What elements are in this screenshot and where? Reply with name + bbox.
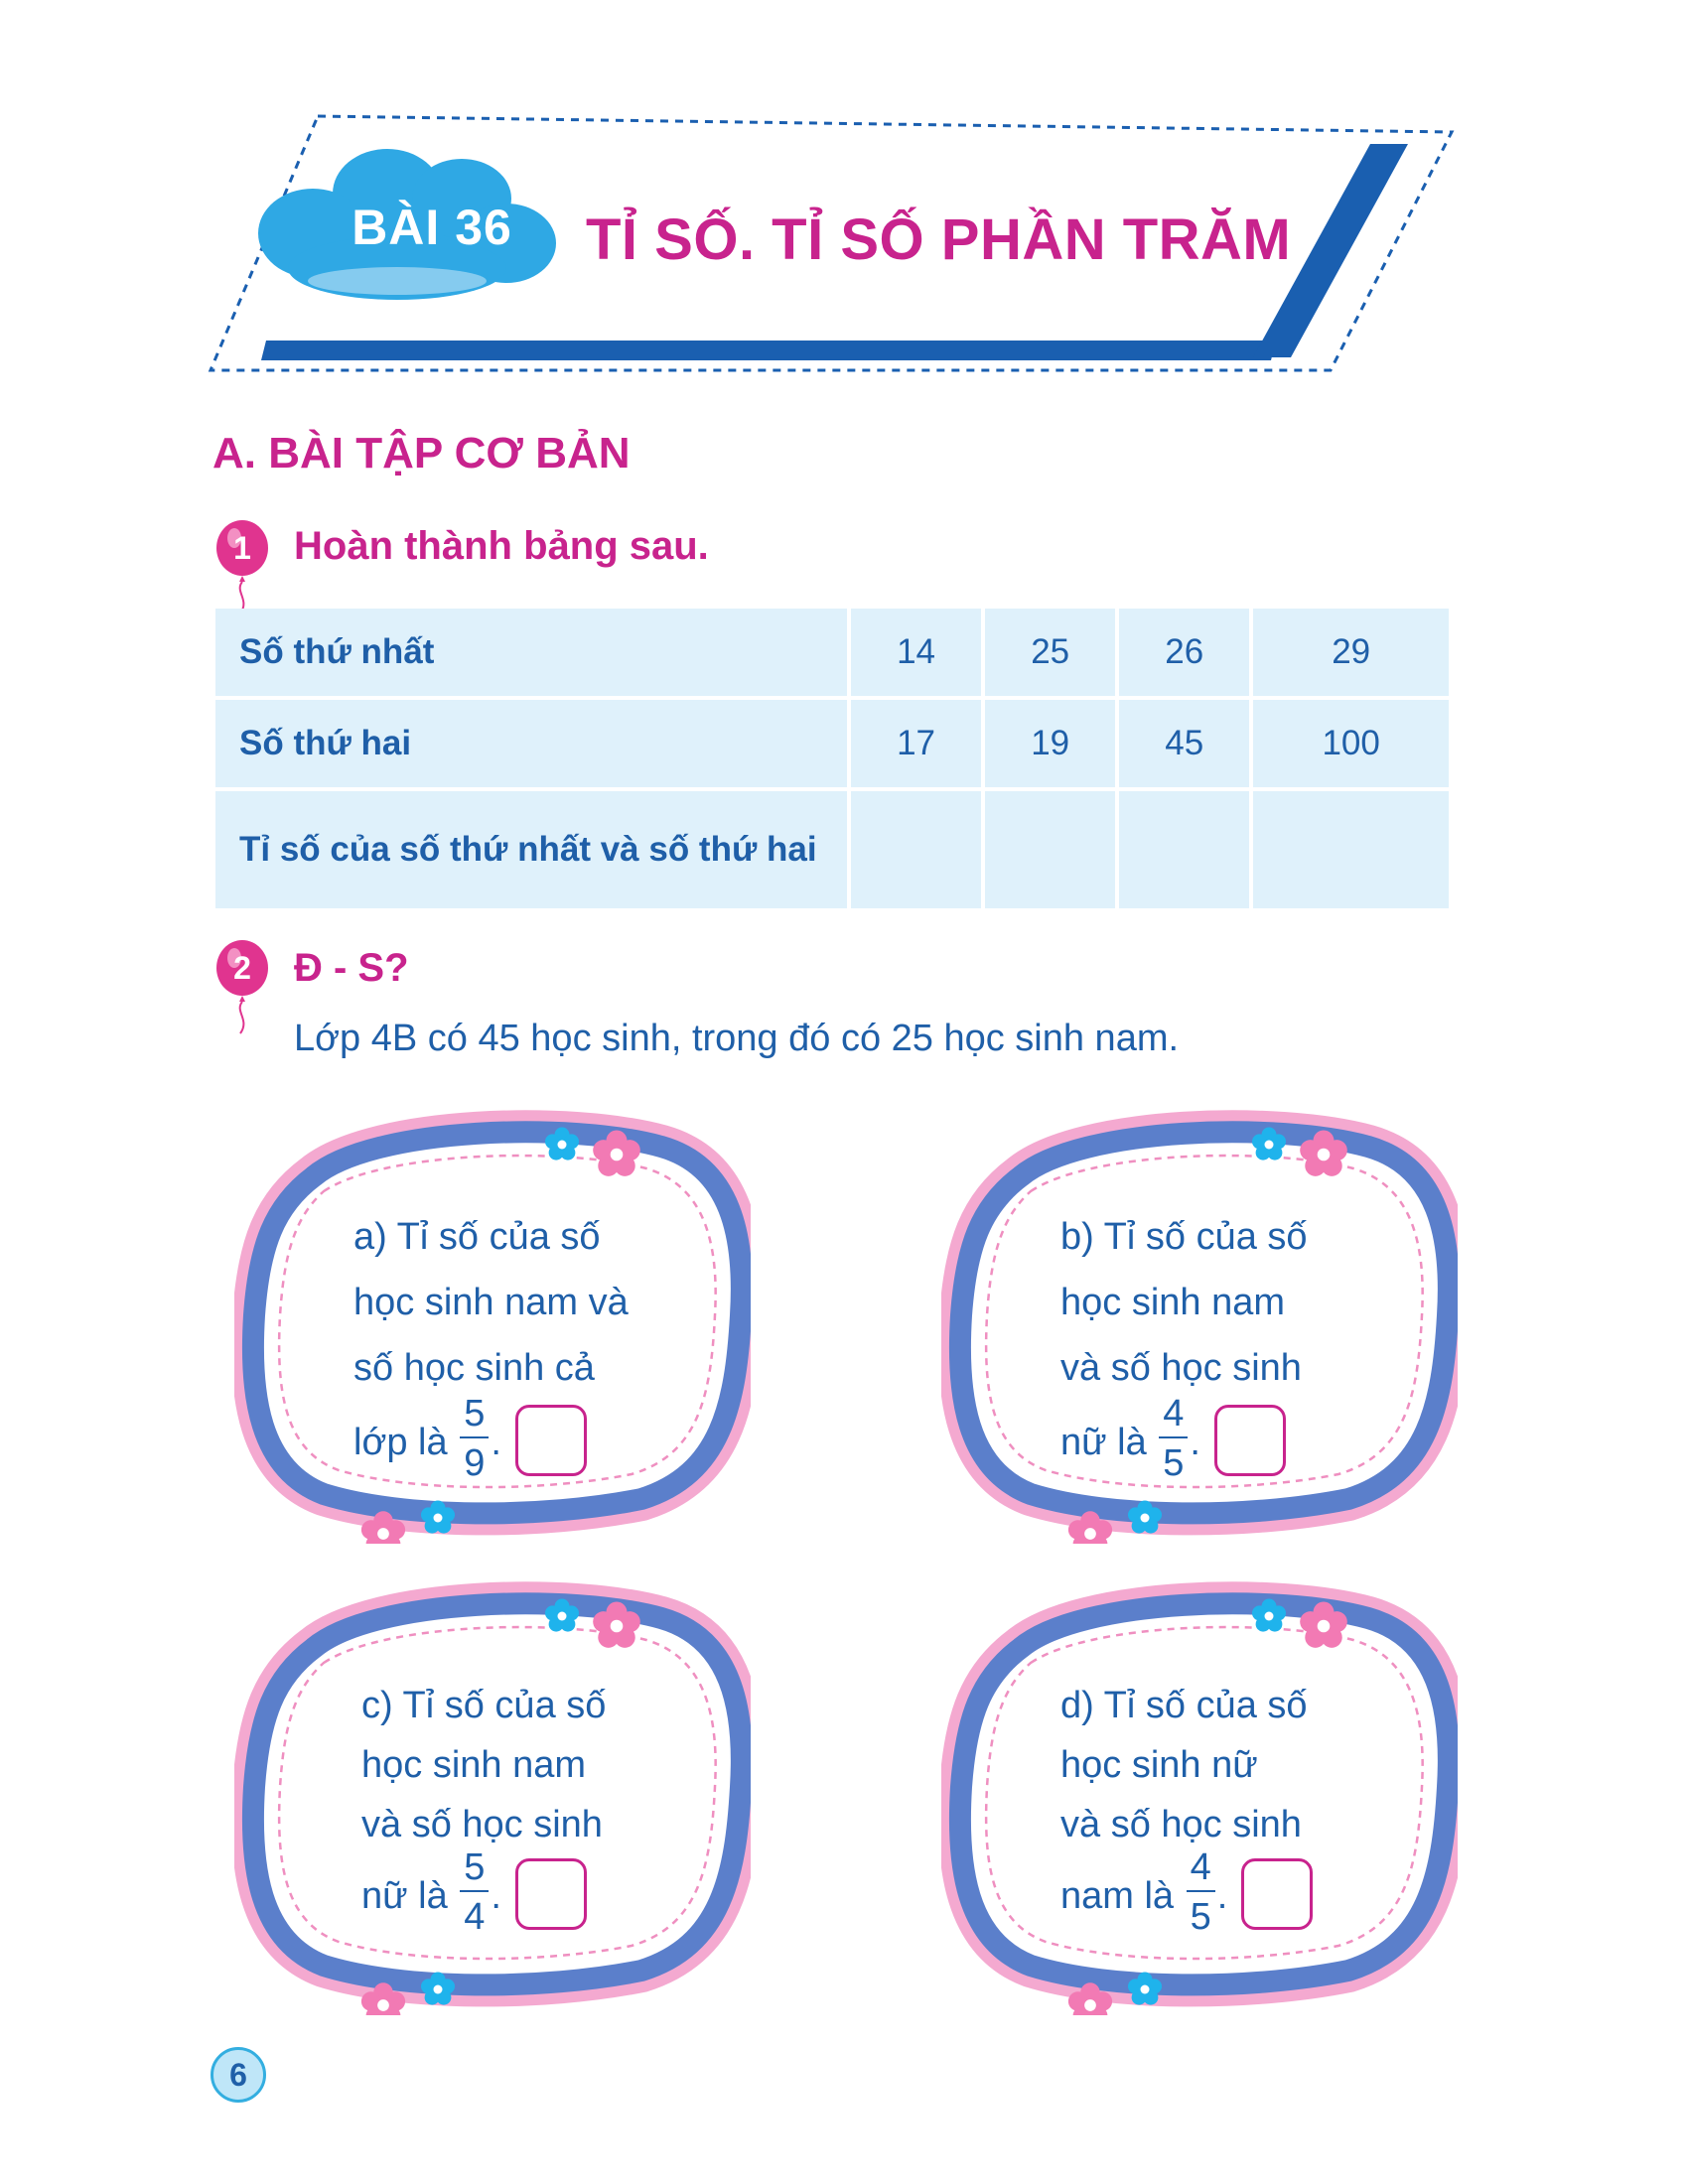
card-line: học sinh nam và bbox=[353, 1282, 629, 1323]
table-row bbox=[215, 700, 1449, 787]
answer-cell[interactable] bbox=[851, 791, 981, 908]
numerator: 4 bbox=[1159, 1395, 1188, 1438]
exercise2-title: Đ - S? bbox=[294, 946, 409, 990]
table-row bbox=[215, 609, 1449, 696]
card-last-line bbox=[361, 1846, 606, 1942]
card-line: d) Tỉ số của số bbox=[1060, 1685, 1308, 1726]
card-statement bbox=[361, 1676, 606, 1942]
ratio-table bbox=[211, 605, 1453, 912]
card-line: số học sinh cả bbox=[353, 1347, 595, 1389]
table-cell: 25 bbox=[985, 609, 1115, 696]
card-statement bbox=[1060, 1204, 1308, 1488]
period: . bbox=[491, 1875, 501, 1918]
fraction bbox=[1159, 1395, 1188, 1482]
row-label: Tỉ số của số thứ nhất và số thứ hai bbox=[215, 791, 847, 908]
card-line: a) Tỉ số của số bbox=[353, 1216, 601, 1258]
table-cell: 29 bbox=[1253, 609, 1449, 696]
card-line: và số học sinh bbox=[1060, 1804, 1302, 1845]
table-cell: 19 bbox=[985, 700, 1115, 787]
answer-cell[interactable] bbox=[985, 791, 1115, 908]
row-label: Số thứ nhất bbox=[215, 609, 847, 696]
denominator: 4 bbox=[464, 1896, 486, 1938]
card-statement bbox=[353, 1204, 629, 1488]
numerator: 4 bbox=[1187, 1848, 1215, 1892]
fraction bbox=[460, 1395, 489, 1482]
card-line: học sinh nữ bbox=[1060, 1744, 1258, 1786]
period: . bbox=[1216, 1875, 1228, 1918]
fraction bbox=[460, 1848, 489, 1936]
card-line: c) Tỉ số của số bbox=[361, 1685, 607, 1726]
denominator: 5 bbox=[1190, 1896, 1211, 1938]
numerator: 5 bbox=[460, 1395, 489, 1438]
card-statement bbox=[1060, 1676, 1313, 1942]
answer-box[interactable] bbox=[515, 1405, 587, 1476]
exercise-number: 2 bbox=[233, 950, 251, 986]
answer-box[interactable] bbox=[1241, 1858, 1313, 1930]
numerator: 5 bbox=[460, 1848, 489, 1892]
table-row bbox=[215, 791, 1449, 908]
card-last-line bbox=[353, 1393, 629, 1488]
table-cell: 100 bbox=[1253, 700, 1449, 787]
row-label: Số thứ hai bbox=[215, 700, 847, 787]
card-line: học sinh nam bbox=[361, 1744, 587, 1786]
lesson-title: TỈ SỐ. TỈ SỐ PHẦN TRĂM bbox=[586, 207, 1292, 272]
period: . bbox=[491, 1422, 501, 1464]
answer-box[interactable] bbox=[1214, 1405, 1286, 1476]
exercise-number: 1 bbox=[233, 530, 251, 566]
card-line-prefix: nữ là bbox=[1060, 1422, 1147, 1464]
period: . bbox=[1190, 1422, 1200, 1464]
table-cell: 14 bbox=[851, 609, 981, 696]
denominator: 9 bbox=[464, 1442, 486, 1484]
card-a bbox=[234, 1107, 731, 1524]
fraction bbox=[1187, 1848, 1215, 1936]
table-cell: 45 bbox=[1119, 700, 1249, 787]
table-cell: 17 bbox=[851, 700, 981, 787]
card-c bbox=[234, 1578, 731, 1995]
exercise2-statement: Lớp 4B có 45 học sinh, trong đó có 25 học sinh nam. bbox=[294, 1018, 1180, 1059]
card-line-prefix: nam là bbox=[1060, 1875, 1175, 1918]
card-line-prefix: lớp là bbox=[353, 1422, 448, 1464]
answer-cell[interactable] bbox=[1253, 791, 1449, 908]
card-b bbox=[941, 1107, 1438, 1524]
card-last-line bbox=[1060, 1393, 1308, 1488]
balloon-icon bbox=[212, 938, 272, 1047]
card-line-prefix: nữ là bbox=[361, 1875, 448, 1918]
card-last-line bbox=[1060, 1846, 1313, 1942]
lesson-badge: BÀI 36 bbox=[352, 200, 512, 255]
exercise1-title: Hoàn thành bảng sau. bbox=[294, 524, 709, 568]
card-d bbox=[941, 1578, 1438, 1995]
denominator: 5 bbox=[1163, 1442, 1185, 1484]
answer-cell[interactable] bbox=[1119, 791, 1249, 908]
card-line: học sinh nam bbox=[1060, 1282, 1286, 1323]
card-line: b) Tỉ số của số bbox=[1060, 1216, 1308, 1258]
section-heading: A. BÀI TẬP CƠ BẢN bbox=[212, 429, 631, 478]
table-cell: 26 bbox=[1119, 609, 1249, 696]
page-number: 6 bbox=[211, 2047, 266, 2103]
answer-box[interactable] bbox=[515, 1858, 587, 1930]
card-line: và số học sinh bbox=[1060, 1347, 1302, 1389]
card-line: và số học sinh bbox=[361, 1804, 603, 1845]
